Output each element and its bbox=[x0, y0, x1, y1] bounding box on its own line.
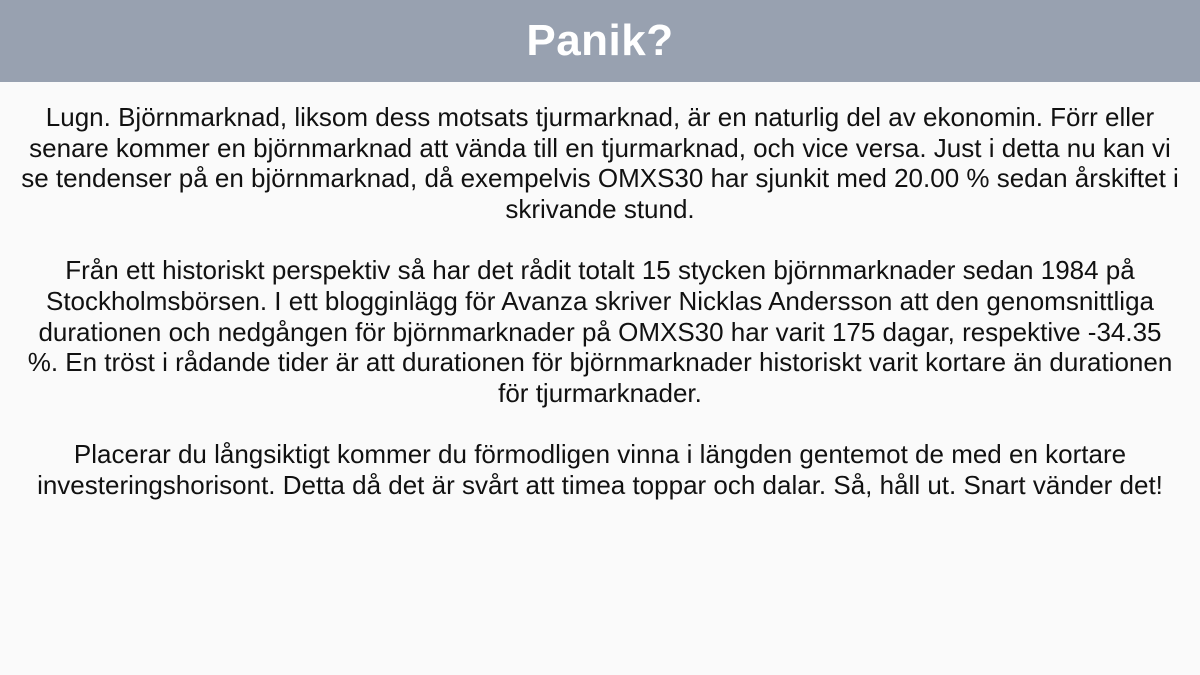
title-banner bbox=[0, 0, 1200, 82]
page-title: Panik? bbox=[526, 16, 674, 65]
article-body bbox=[20, 102, 1180, 501]
paragraph-advice: Placerar du långsiktigt kommer du förmodligen vinna i längden gentemot de med en kortare investeringshorisont. Detta då det är svårt att timea toppar och dalar. Så, håll ut. Snart vänder det! bbox=[37, 439, 1163, 500]
paragraph-intro: Lugn. Björnmarknad, liksom dess motsats tjurmarknad, är en naturlig del av ekonomin. Förr eller senare kommer en björnmarknad att vända till en tjurmarknad, och vice versa. Just i detta nu kan vi se tendenser på en björnmarknad, då exempelvis OMXS30 har sjunkit med 20.00 % sedan årskiftet i skrivande stund. bbox=[21, 102, 1179, 224]
paragraph-history: Från ett historiskt perspektiv så har det rådit totalt 15 stycken björnmarknader sedan 1984 på Stockholmsbörsen. I ett blogginlägg för Avanza skriver Nicklas Andersson att den genomsnittliga durationen och nedgången för björnmarknader på OMXS30 har varit 175 dagar, respektive -34.35 %. En tröst i rådande tider är att durationen för björnmarknader historiskt varit kortare än durationen för tjurmarknader. bbox=[27, 255, 1173, 408]
